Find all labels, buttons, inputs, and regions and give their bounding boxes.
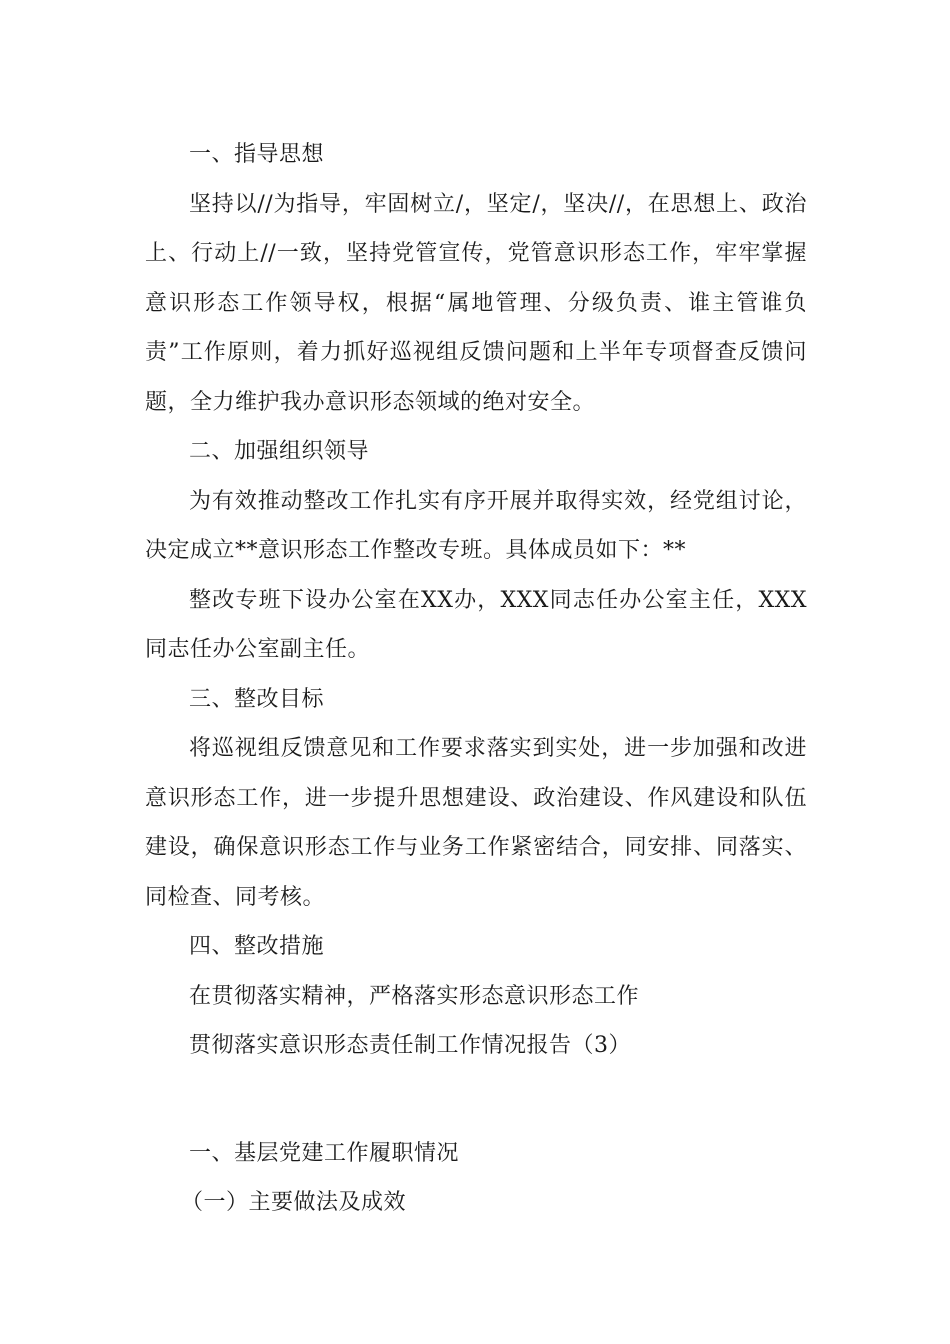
heading-measures: 四、整改措施 <box>189 934 325 959</box>
paragraph-organization: 为有效推动整改工作扎实有序开展并取得实效，经党组讨论，决定成立**意识形态工作整改专班。具体成员如下：** <box>145 488 807 563</box>
heading-goals: 三、整改目标 <box>189 686 325 712</box>
subheading-practices: （一）主要做法及成效 <box>181 1190 407 1215</box>
heading-organization: 二、加强组织领导 <box>189 439 370 464</box>
report-title: 贯彻落实意识形态责任制工作情况报告（3） <box>189 1033 631 1058</box>
paragraph-measures: 在贯彻落实精神，严格落实形态意识形态工作 <box>189 983 640 1009</box>
heading-guiding-thought: 一、指导思想 <box>189 142 325 167</box>
paragraph-goals: 将巡视组反馈意见和工作要求落实到实处，进一步加强和改进意识形态工作，进一步提升思想建设、政治建设、作风建设和队伍建设，确保意识形态工作与业务工作紧密结合，同安排、同落实、同检查、同考核。 <box>145 736 807 910</box>
section-gap <box>145 1071 807 1129</box>
paragraph-guiding-thought: 坚持以//为指导，牢固树立/，坚定/，坚决//，在思想上、政治上、行动上//一致，坚持党管宣传，党管意识形态工作，牢牢掌握意识形态工作领导权，根据“属地管理、分级负责、谁主管谁负责”工作原则，着力抓好巡视组反馈问题和上半年专项督查反馈问题，全力维护我办意识形态领域的绝对安全。 <box>145 191 807 415</box>
paragraph-office: 整改专班下设办公室在XX办，XXX同志任办公室主任，XXX同志任办公室副主任。 <box>145 587 807 662</box>
heading-party-building: 一、基层党建工作履职情况 <box>189 1140 460 1166</box>
document-body <box>145 130 807 1228</box>
